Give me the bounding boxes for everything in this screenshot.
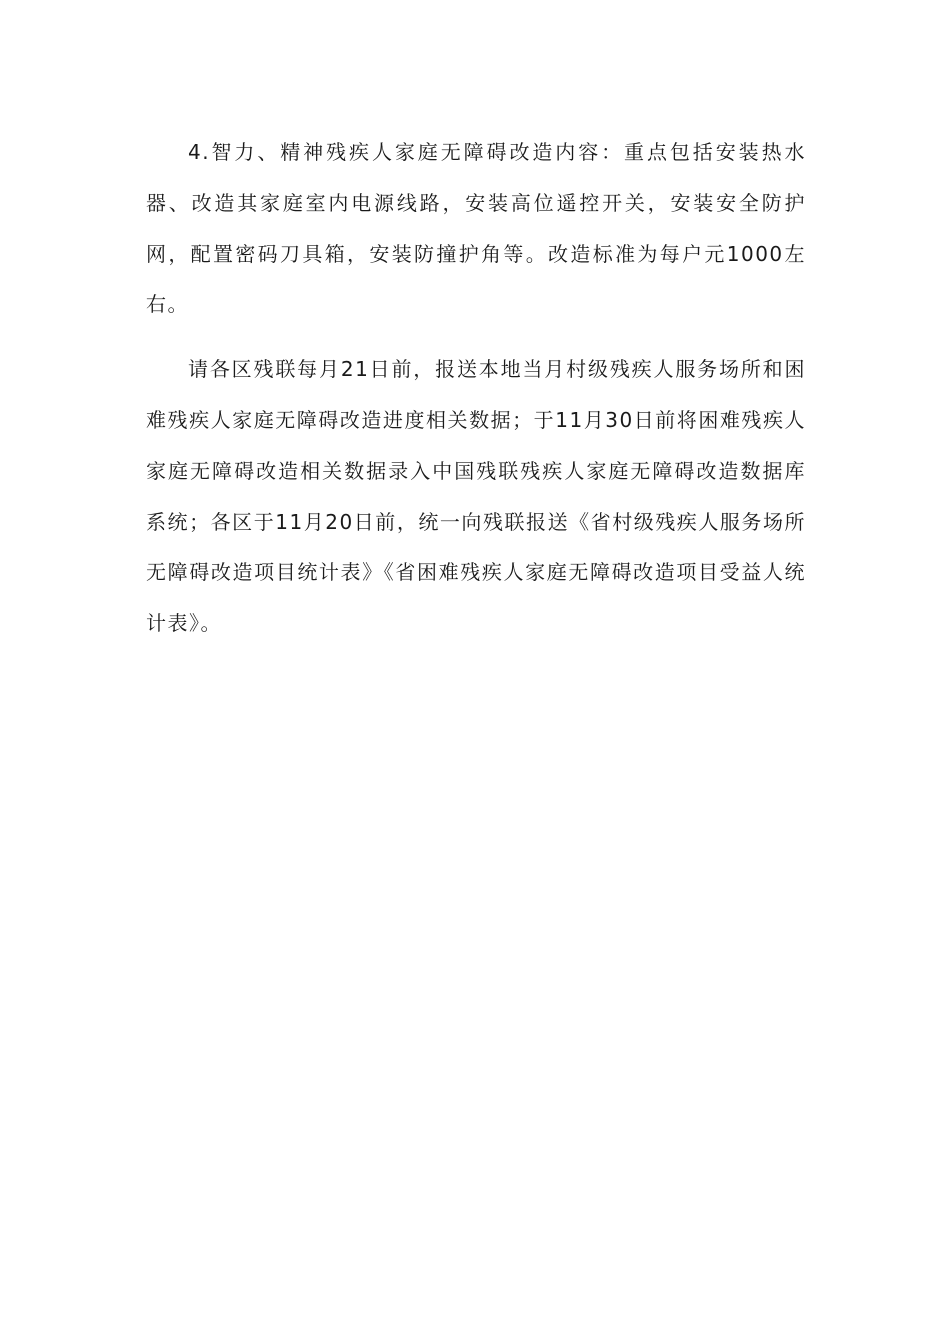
document-body xyxy=(146,127,806,649)
paragraph-reporting-requirements: 请各区残联每月21日前，报送本地当月村级残疾人服务场所和困难残疾人家庭无障碍改造进度相关数据；于11月30日前将困难残疾人家庭无障碍改造相关数据录入中国残联残疾人家庭无障碍改造数据库系统；各区于11月20日前，统一向残联报送《省村级残疾人服务场所无障碍改造项目统计表》《省困难残疾人家庭无障碍改造项目受益人统计表》。 xyxy=(146,357,806,636)
paragraph-renovation-content: 4.智力、精神残疾人家庭无障碍改造内容：重点包括安装热水器、改造其家庭室内电源线路，安装高位遥控开关，安装安全防护网，配置密码刀具箱，安装防撞护角等。改造标准为每户元1000左右。 xyxy=(146,140,806,317)
